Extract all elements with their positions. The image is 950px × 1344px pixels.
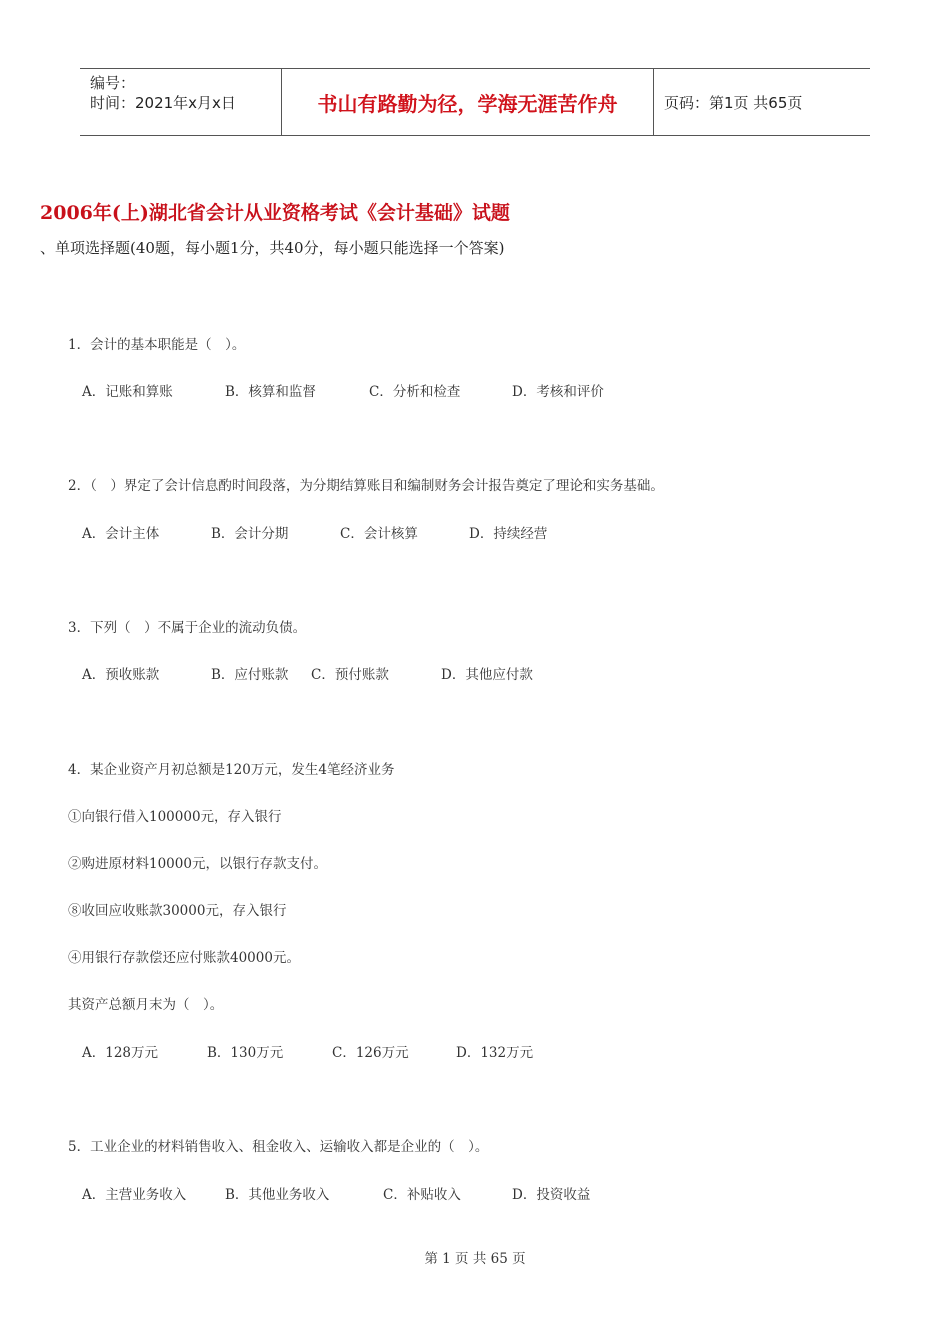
question-1-option-c: C．分析和检查 xyxy=(369,384,461,400)
question-3-option-c: C．预付账款 xyxy=(311,667,389,683)
question-5-option-a: A．主营业务收入 xyxy=(82,1187,187,1203)
section-heading: 、单项选择题(40题，每小题1分，共40分，每小题只能选择一个答案) xyxy=(40,239,505,257)
question-4-detail-4: ④用银行存款偿还应付账款40000元。 xyxy=(68,950,300,966)
question-3-option-b: B．应付账款 xyxy=(211,667,289,683)
question-4-detail-2: ②购进原材料10000元，以银行存款支付。 xyxy=(68,856,327,872)
header-motto-cell xyxy=(282,69,654,135)
question-4-detail-1: ①向银行借入100000元，存入银行 xyxy=(68,809,282,825)
question-3-option-d: D．其他应付款 xyxy=(441,667,533,683)
question-2-option-b: B．会计分期 xyxy=(211,526,289,542)
header-time-label: 时间：2021年x月x日 xyxy=(90,94,236,112)
header-page-cell xyxy=(654,69,870,135)
question-5-option-c: C．补贴收入 xyxy=(383,1187,461,1203)
page-footer: 第 1 页 共 65 页 xyxy=(424,1251,526,1267)
question-1-option-b: B．核算和监督 xyxy=(225,384,316,400)
question-4-option-c: C．126万元 xyxy=(332,1045,409,1061)
question-4-option-b: B．130万元 xyxy=(207,1045,284,1061)
header-info-cell xyxy=(80,69,282,135)
header-table xyxy=(80,68,870,136)
question-5-stem: 5．工业企业的材料销售收入、租金收入、运输收入都是企业的（ ）。 xyxy=(68,1139,489,1155)
question-2-option-a: A．会计主体 xyxy=(82,526,160,542)
question-1-option-a: A．记账和算账 xyxy=(82,384,173,400)
question-3-option-a: A．预收账款 xyxy=(82,667,160,683)
question-4-detail-5: 其资产总额月末为（ ）。 xyxy=(68,997,224,1013)
question-4-detail-3: ⑧收回应收账款30000元，存入银行 xyxy=(68,903,287,919)
question-4-stem: 4．某企业资产月初总额是120万元，发生4笔经济业务 xyxy=(68,762,395,778)
question-5-option-d: D．投资收益 xyxy=(512,1187,591,1203)
header-number-label: 编号： xyxy=(90,74,136,92)
header-motto: 书山有路勤为径，学海无涯苦作舟 xyxy=(317,91,618,116)
question-1-option-d: D．考核和评价 xyxy=(512,384,604,400)
document-title: 2006年(上)湖北省会计从业资格考试《会计基础》试题 xyxy=(40,202,510,224)
question-5-option-b: B．其他业务收入 xyxy=(225,1187,330,1203)
question-2-option-c: C．会计核算 xyxy=(340,526,418,542)
question-3-stem: 3．下列（ ）不属于企业的流动负债。 xyxy=(68,620,307,636)
question-4-option-d: D．132万元 xyxy=(456,1045,534,1061)
question-2-stem: 2．（ ）界定了会计信息酌时间段落，为分期结算账目和编制财务会计报告奠定了理论和实务基础。 xyxy=(68,478,664,494)
header-page-info: 页码：第1页 共65页 xyxy=(664,93,803,112)
question-4-option-a: A．128万元 xyxy=(82,1045,159,1061)
question-2-option-d: D．持续经营 xyxy=(469,526,548,542)
question-1-stem: 1．会计的基本职能是（ ）。 xyxy=(68,337,246,353)
